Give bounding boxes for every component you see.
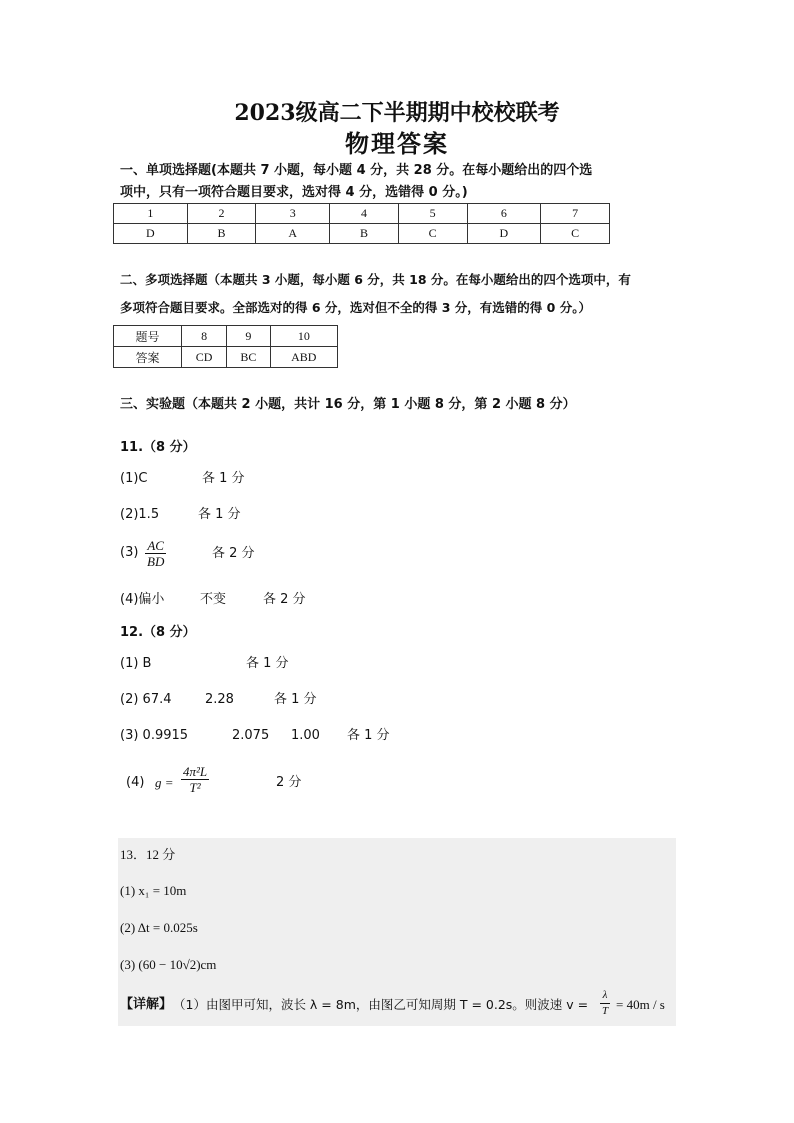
- section1-answer-table: [113, 203, 610, 244]
- page-subtitle: 物理答案: [345, 129, 449, 158]
- q12-part2-score: 各 1 分: [274, 692, 317, 707]
- q12-part1-answer: (1) B: [120, 656, 152, 671]
- q13-detail-tag: 【详解】: [120, 997, 173, 1012]
- table-cell: 3: [256, 204, 330, 224]
- table-row-answers: [114, 224, 610, 244]
- table-cell: B: [330, 224, 399, 244]
- q11-part4-answer2: 不变: [200, 592, 227, 607]
- table-cell: D: [114, 224, 188, 244]
- table-row-numbers: [114, 204, 610, 224]
- table-cell: BC: [227, 347, 270, 368]
- table-cell: C: [541, 224, 610, 244]
- table-row-label: 答案: [114, 347, 182, 368]
- q11-part3-score: 各 2 分: [212, 546, 255, 561]
- q12-part3-score: 各 1 分: [347, 728, 390, 743]
- table-cell: 2: [187, 204, 256, 224]
- table-cell: 7: [541, 204, 610, 224]
- q13-detail-result: = 40m / s: [616, 997, 665, 1012]
- q11-part1-score: 各 1 分: [202, 471, 245, 486]
- table-cell: 1: [114, 204, 188, 224]
- table-cell: 10: [270, 326, 337, 347]
- table-cell: 5: [398, 204, 467, 224]
- table-row-label: 题号: [114, 326, 182, 347]
- q12-part4-fraction: [181, 764, 209, 795]
- fraction-numerator: λ: [600, 988, 610, 1004]
- table-row-answers: [114, 347, 338, 368]
- q13-detail-fraction: [600, 988, 610, 1019]
- table-cell: ABD: [270, 347, 337, 368]
- q12-part4-label: (4): [126, 775, 145, 790]
- table-cell: D: [467, 224, 541, 244]
- table-cell: 9: [227, 326, 270, 347]
- table-cell: 8: [182, 326, 227, 347]
- table-cell: 6: [467, 204, 541, 224]
- q12-part2-answer1: (2) 67.4: [120, 692, 172, 707]
- q13-title: 13．12 分: [120, 847, 176, 862]
- q12-part3-answer2: 2.075: [232, 728, 270, 743]
- fraction-denominator: T: [602, 1005, 609, 1017]
- section3-heading: 三、实验题（本题共 2 小题，共计 16 分，第 1 小题 8 分，第 2 小题 8 分）: [120, 397, 576, 412]
- q12-part4-score: 2 分: [276, 775, 302, 790]
- q12-part1-score: 各 1 分: [246, 656, 289, 671]
- fraction-denominator: T²: [189, 780, 201, 795]
- q12-part3-answer1: (3) 0.9915: [120, 728, 189, 743]
- q11-title: 11.（8 分）: [120, 440, 196, 455]
- q13-part1-answer: (1) x₁ = 10m: [120, 883, 187, 898]
- q12-part3-answer3: 1.00: [291, 728, 320, 743]
- q13-part2-answer: (2) Δt = 0.025s: [120, 920, 198, 935]
- table-cell: A: [256, 224, 330, 244]
- section2-answer-table: [113, 325, 338, 368]
- section2-heading-line1: 二、多项选择题（本题共 3 小题，每小题 6 分，共 18 分。在每小题给出的四个选项中，有: [120, 272, 631, 287]
- table-cell: B: [187, 224, 256, 244]
- fraction-numerator: 4π²L: [183, 764, 208, 779]
- fraction-denominator: BD: [147, 554, 165, 569]
- q13-detail-text: （1）由图甲可知，波长 λ = 8m，由图乙可知周期 T = 0.2s。则波速 v =: [173, 997, 589, 1012]
- table-cell: CD: [182, 347, 227, 368]
- fraction-numerator: AC: [145, 538, 166, 554]
- q11-part2-answer: (2)1.5: [120, 507, 160, 522]
- q11-part3-fraction: [145, 538, 166, 569]
- q13-part3-answer: (3) (60 − 10√2)cm: [120, 957, 217, 972]
- q11-part4-score: 各 2 分: [263, 592, 306, 607]
- section2-heading-line2: 多项符合题目要求。全部选对的得 6 分，选对但不全的得 3 分，有选错的得 0 分。）: [120, 300, 591, 315]
- table-cell: 4: [330, 204, 399, 224]
- q12-part2-answer2: 2.28: [205, 692, 234, 707]
- q11-part3-label: (3): [120, 545, 139, 560]
- page-title: 2023级高二下半期期中校校联考: [234, 100, 560, 126]
- q12-title: 12.（8 分）: [120, 625, 196, 640]
- q12-part4-lhs: g =: [155, 775, 174, 790]
- q11-part2-score: 各 1 分: [198, 507, 241, 522]
- table-row-numbers: [114, 326, 338, 347]
- q11-part4-answer: (4)偏小: [120, 592, 165, 607]
- section1-heading-line1: 一、单项选择题(本题共 7 小题，每小题 4 分，共 28 分。在每小题给出的四个选: [120, 163, 593, 178]
- q11-part1-answer: (1)C: [120, 471, 148, 486]
- section1-heading-line2: 项中，只有一项符合题目要求，选对得 4 分，选错得 0 分。): [120, 185, 468, 200]
- table-cell: C: [398, 224, 467, 244]
